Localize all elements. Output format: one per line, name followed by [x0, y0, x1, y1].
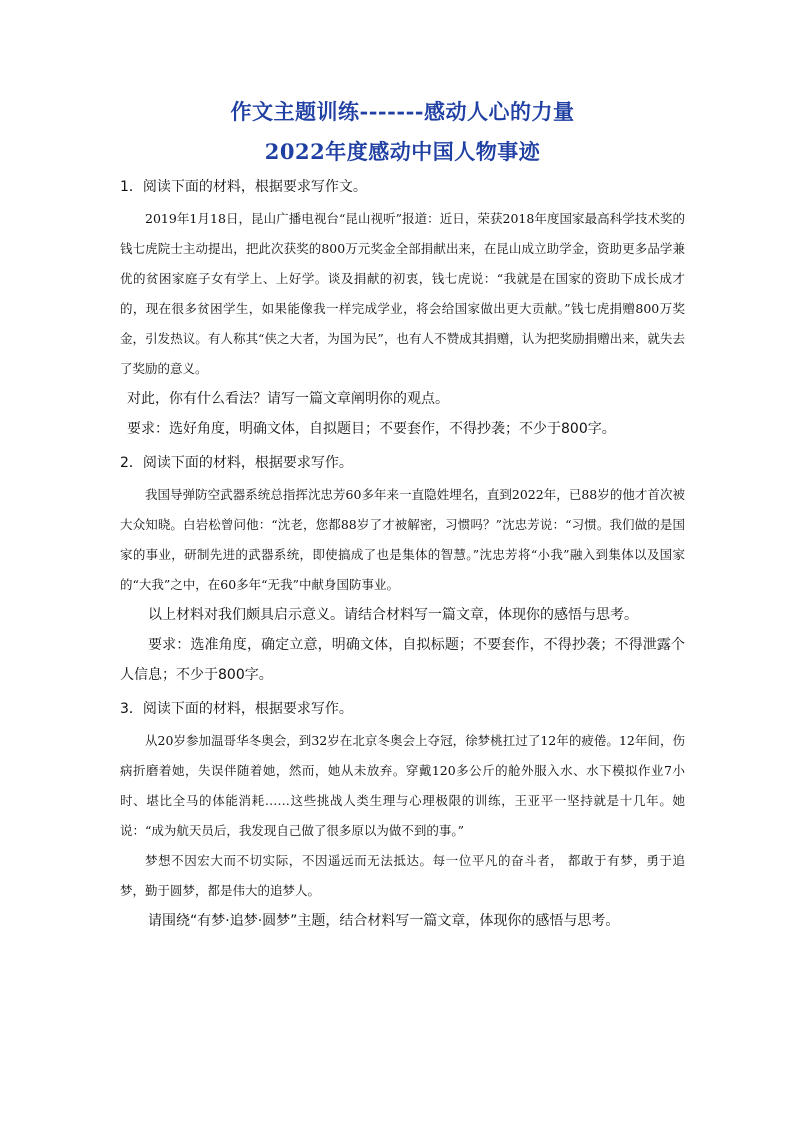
question-2-prompt: 以上材料对我们颇具启示意义。请结合材料写一篇文章，体现你的感悟与思考。 [148, 607, 638, 623]
document-title: 作文主题训练-------感动人心的力量 [230, 99, 575, 124]
question-1-heading: 1．阅读下面的材料，根据要求写作文。 [120, 179, 367, 195]
document-subtitle: 2022年度感动中国人物事迹 [264, 139, 541, 164]
question-1-material: 2019年1月18日，昆山广播电视台“昆山视听”报道：近日，荣获2018年度国家最高科学技术奖的钱七虎院士主动提出，把此次获奖的800万元奖金全部捐献出来，在昆山成立助学金，资助更多品学兼优的贫困家庭子女有学上、上好学。谈及捐献的初衷，钱七虎说：“我就是在国家的资助下成长成才的，现在很多贫困学生，如果能像我一样完成学业，将会给国家做出更大贡献。”钱七虎捐赠800万奖金，引发热议。有人称其“侠之大者，为国为民”，也有人不赞成其捐赠，认为把奖励捐赠出来，就失去了奖励的意义。 [120, 211, 685, 376]
question-3 [120, 698, 685, 936]
question-3-material-1: 从20岁参加温哥华冬奥会，到32岁在北京冬奥会上夺冠，徐梦桃扛过了12年的疲倦。12年间，伤病折磨着她，失误伴随着她，然而，她从未放弃。穿戴120多公斤的舱外服入水、水下模拟作业7小时、堪比全马的体能消耗……这些挑战人类生理与心理极限的训练，王亚平一坚持就是十几年。她说：“成为航天员后，我发现自己做了很多原以为做不到的事。” [120, 733, 685, 838]
question-3-prompt: 请围绕“有梦·追梦·圆梦”主题，结合材料写一篇文章，体现你的感悟与思考。 [148, 913, 620, 929]
question-2-heading: 2．阅读下面的材料，根据要求写作。 [120, 455, 353, 471]
question-1-prompt: 对此，你有什么看法？请写一篇文章阐明你的观点。 [127, 391, 449, 407]
question-1 [120, 176, 685, 444]
question-2 [120, 452, 685, 690]
question-2-requirements: 要求：选准角度，确定立意，明确文体，自拟标题；不要套作，不得抄袭；不得泄露个人信息；不少于800字。 [120, 637, 685, 683]
question-1-requirements: 要求：选好角度，明确文体，自拟题目；不要套作，不得抄袭；不少于800字。 [127, 421, 616, 437]
question-2-material: 我国导弹防空武器系统总指挥沈忠芳60多年来一直隐姓埋名，直到2022年，已88岁的他才首次被大众知晓。白岩松曾问他：“沈老，您都88岁了才被解密，习惯吗？”沈忠芳说：“习惯。我们做的是国家的事业，研制先进的武器系统，即使搞成了也是集体的智慧。”沈忠芳将“小我”融入到集体以及国家的“大我”之中，在60多年“无我”中献身国防事业。 [120, 487, 685, 592]
question-3-heading: 3．阅读下面的材料，根据要求写作。 [120, 701, 353, 717]
document-page [120, 96, 685, 936]
question-3-material-2: 梦想不因宏大而不切实际，不因遥远而无法抵达。每一位平凡的奋斗者， 都敢于有梦，勇于追梦，勤于圆梦，都是伟大的追梦人。 [120, 853, 685, 898]
